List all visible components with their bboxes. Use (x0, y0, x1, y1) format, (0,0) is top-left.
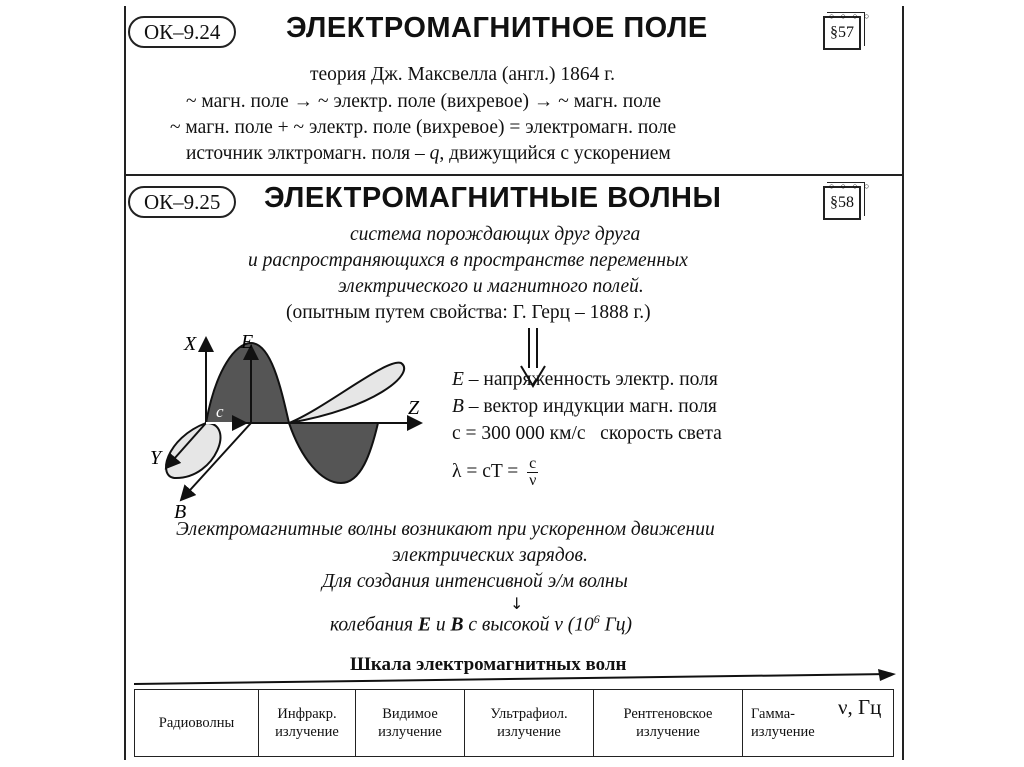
cell-line: излучение (751, 724, 815, 740)
b-legend-symbol: B (452, 396, 464, 417)
field-source-text: источник элктромагн. поля – (186, 143, 430, 164)
b-legend-line (452, 396, 717, 418)
magnetic-lobe-2 (289, 363, 404, 423)
small-down-arrow-icon: ↓ (510, 594, 524, 613)
cell-line: Рентгеновское (623, 705, 713, 722)
definition-line-1: система порождающих друг друга (350, 224, 641, 245)
formula-left: λ = cT = (452, 460, 519, 482)
cell-line: Инфракр. (277, 705, 337, 722)
section1-paragraph: §57 (830, 24, 854, 41)
formula-numerator: c (529, 455, 537, 472)
cell-line: Гамма- (751, 705, 795, 722)
wavelength-formula (452, 456, 538, 489)
cell-line: излучение (275, 724, 339, 740)
field-relation-line-2: ~ магн. поле + ~ электр. поле (вихревое) = электромагн. поле (170, 117, 677, 138)
section1-paragraph-badge (823, 11, 872, 50)
cell-line: излучение (378, 724, 442, 740)
b-vector-label: B (174, 501, 187, 523)
section1-code: ОК–9.24 (128, 16, 236, 48)
osc-unit: Гц) (599, 614, 632, 636)
section1-title: ЭЛЕКТРОМАГНИТНОЕ ПОЛЕ (286, 12, 708, 44)
osc-and: и (430, 614, 451, 636)
osc-b: B (450, 614, 464, 636)
scale-title: Шкала электромагнитных волн (350, 654, 627, 675)
cell-line: излучение (636, 724, 700, 740)
section2-title: ЭЛЕКТРОМАГНИТНЫЕ ВОЛНЫ (264, 182, 722, 214)
frequency-axis-arrow (134, 668, 900, 688)
origin-line-2: электрических зарядов. (392, 545, 588, 566)
osc-e: E (417, 614, 431, 636)
cell-line: Радиоволны (158, 714, 235, 731)
osc-pre: колебания (330, 614, 418, 636)
section2-paragraph-badge (823, 181, 872, 220)
reference-sheet (124, 6, 904, 760)
osc-post: высокой ν (10 (477, 614, 594, 636)
table-row (135, 690, 894, 757)
intense-wave-line: Для создания интенсивной э/м волны (322, 571, 628, 592)
e-legend-text: – напряженность электр. поля (468, 369, 718, 390)
em-wave-scale-table (134, 689, 894, 757)
origin-line-1: Электромагнитные волны возникают при ускоренном движении (176, 519, 715, 540)
notebook-rings-icon: ○ ○ ○ ○ (829, 181, 872, 191)
osc-exponent: 6 (593, 612, 600, 626)
e-legend-line (452, 369, 718, 391)
speed-of-light-line (452, 423, 722, 445)
scale-cell-ultraviolet (465, 690, 594, 757)
z-axis-label: Z (408, 397, 420, 419)
definition-line-3: электрического и магнитного полей. (338, 276, 644, 297)
em-wave-diagram (146, 328, 446, 528)
e-legend-symbol: E (452, 369, 464, 390)
scale-cell-xray (594, 690, 743, 757)
definition-line-2: и распространяющихся в пространстве переменных (248, 250, 688, 271)
field-source-tail: , движущийся с ускорением (439, 143, 671, 164)
y-axis-label: Y (150, 447, 162, 469)
charge-symbol: q (429, 143, 440, 164)
hertz-proof-line: (опытным путем свойства: Г. Герц – 1888 г.) (286, 302, 651, 323)
electric-lobe-2 (289, 423, 378, 483)
field-relation-line-1: ~ магн. поле → ~ электр. поле (вихревое) → ~ магн. поле (186, 91, 662, 112)
field-source-line (186, 143, 671, 165)
maxwell-theory-line: теория Дж. Максвелла (англ.) 1864 г. (310, 64, 615, 85)
section2-paragraph: §58 (830, 194, 854, 211)
b-legend-text: – вектор индукции магн. поля (468, 396, 717, 417)
scale-cell-visible (356, 690, 465, 757)
speed-name: скорость света (600, 423, 722, 444)
formula-denominator: ν (529, 472, 537, 489)
e-vector-label: E (241, 331, 254, 353)
cell-line: Видимое (382, 705, 438, 722)
magnetic-lobe-1 (166, 423, 220, 478)
osc-c: c (463, 614, 478, 636)
scale-cell-infrared (259, 690, 356, 757)
notebook-rings-icon: ○ ○ ○ ○ (829, 11, 872, 21)
scale-cell-radio (135, 690, 259, 757)
x-axis-label: X (184, 333, 197, 355)
section2-code: ОК–9.25 (128, 186, 236, 218)
c-vector-label: c (216, 402, 224, 421)
cell-line: Ультрафиол. (490, 705, 568, 722)
cell-line: излучение (497, 724, 561, 740)
frequency-axis-label: ν, Гц (838, 695, 882, 719)
section-divider (126, 174, 902, 176)
oscillation-line (330, 612, 632, 637)
speed-value: c = 300 000 км/с (452, 423, 586, 444)
scale-cell-gamma (743, 690, 894, 757)
formula-fraction (527, 456, 538, 489)
